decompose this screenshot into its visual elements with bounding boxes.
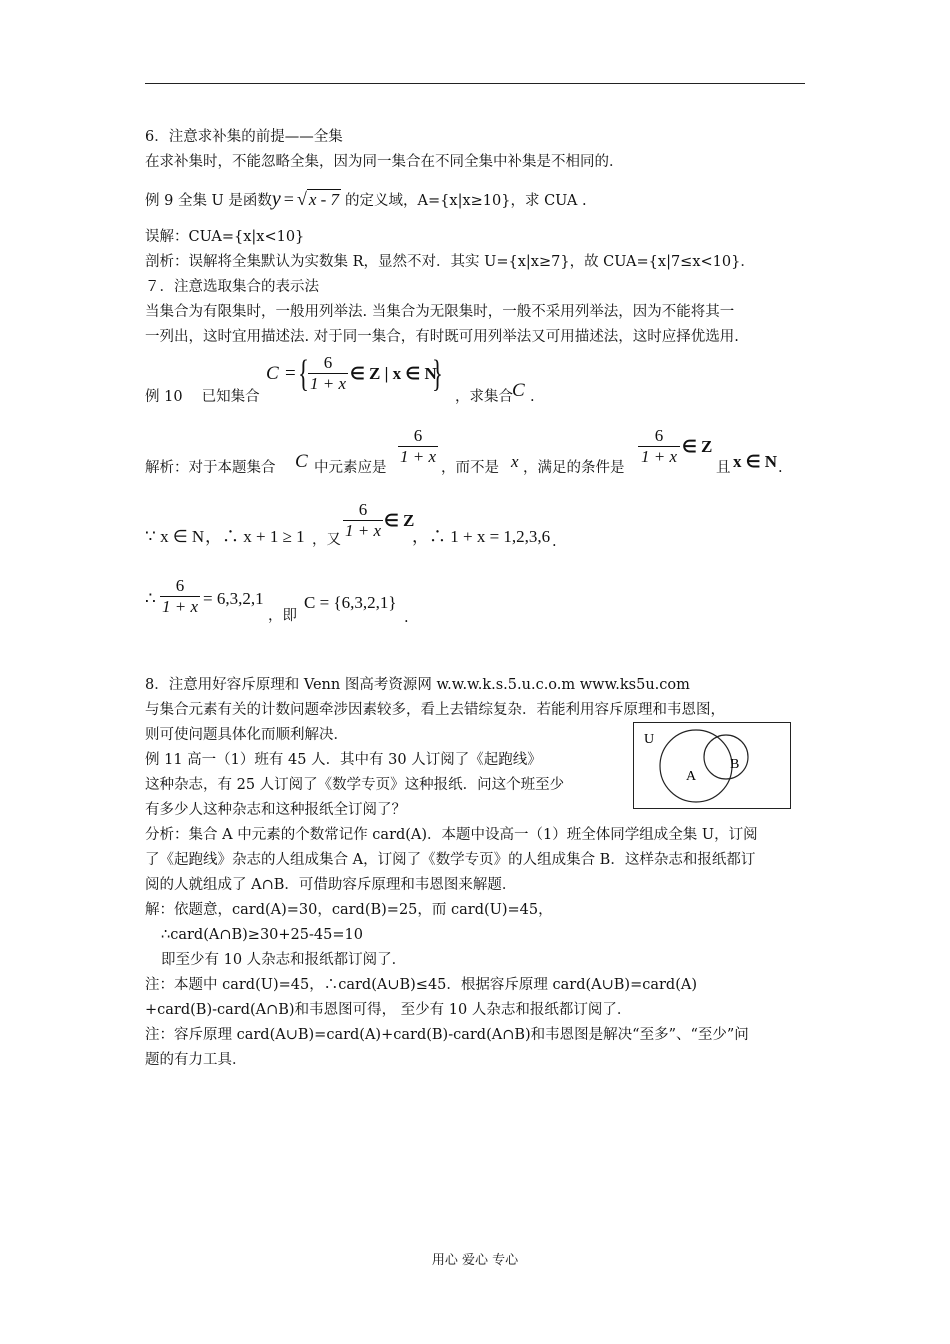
line3-values: = 6,3,2,1 — [203, 589, 264, 608]
section-7-title: ７．注意选取集合的表示法 — [145, 279, 319, 295]
example-10-pre: 例 10 已知集合 — [145, 389, 260, 405]
solution-C: C — [295, 451, 308, 472]
solution-x: x — [511, 452, 519, 471]
therefore-x-plus-1: ，∴ x + 1 ≥ 1 — [205, 527, 305, 546]
solution-11-line-2: ∴card(A∩B)≥30+25-45=10 — [161, 927, 363, 943]
line3-namely: ，即 — [268, 608, 297, 624]
sqrt-sign: √ — [296, 189, 307, 209]
venn-svg — [634, 723, 790, 808]
section-7-text-1: 当集合为有限集时，一般用列举法. 当集合为无限集时，一般不采用列举法，因为不能将其一 — [145, 304, 735, 320]
solution-fraction-2: 6 1 + x — [638, 426, 680, 467]
solution-11-line-3: 即至少有 10 人杂志和报纸都订阅了． — [161, 952, 407, 968]
analysis-line-3: 阅的人就组成了 A∩B．可借助容斥原理和韦恩图来解题． — [145, 877, 517, 893]
brace-right: } — [432, 353, 443, 395]
example-9-analysis: 剖析：误解将全集默认为实数集 R，显然不对．其实 U={x|x≥7}，故 CUA={x|7≤x<10}． — [145, 254, 755, 270]
section-8-text-1: 与集合元素有关的计数问题牵涉因素较多，看上去错综复杂．若能利用容斥原理和韦恩图， — [145, 702, 725, 718]
section-8-title: 8．注意用好容斥原理和 Venn 图高考资源网 w.w.w.k.s.5.u.c.o.m www.ks5u.com — [145, 677, 690, 693]
since-x-in-N: ∵ x ∈ N — [145, 527, 205, 546]
example-9-wrong: 误解：CUA={x|x<10} — [145, 229, 305, 245]
formula-radicand: x - 7 — [308, 190, 340, 209]
example-11-line-3: 有多少人这种杂志和这种报纸全订阅了？ — [145, 802, 406, 818]
analysis-line-2: 了《起跑线》杂志的人组成集合 A，订阅了《数学专页》的人组成集合 B．这样杂志和报纸都订 — [145, 852, 756, 868]
set-C: C — [266, 363, 279, 384]
venn-label-A: A — [686, 769, 697, 784]
example-9 — [145, 189, 587, 211]
note-line-4: 题的有力工具． — [145, 1052, 247, 1068]
line3-end: . — [404, 610, 409, 626]
set-eq: = — [285, 363, 296, 384]
therefore-3: ∴ — [145, 589, 156, 608]
also: ，又 — [312, 532, 341, 548]
example-9-pre: 例 9 全集 U 是函数 — [145, 193, 272, 209]
note-line-2: +card(B)-card(A∩B)和韦恩图可得， 至少有 10 人杂志和报纸都订阅了． — [145, 1002, 632, 1018]
example-11-line-2: 这种杂志，有 25 人订阅了《数学专页》这种报纸．问这个班至少 — [145, 777, 565, 793]
venn-label-B: B — [730, 757, 740, 772]
example-10-post: ，求集合 — [455, 389, 513, 405]
example-11-line-1: 例 11 高一（1）班有 45 人．其中有 30 人订阅了《起跑线》 — [145, 752, 542, 768]
solution-mid-2: ，而不是 — [441, 460, 499, 476]
solution-x-in-N: x ∈ N — [733, 452, 778, 471]
solution-11-line-1: 解：依题意，card(A)=30，card(B)=25，而 card(U)=45， — [145, 902, 553, 918]
example-10-end: . — [530, 389, 535, 405]
set-fraction-num: 6 — [323, 353, 333, 372]
solution-in-Z: ∈ Z — [682, 437, 713, 456]
venn-label-U: U — [644, 732, 655, 747]
line3-set: C = {6,3,2,1} — [304, 593, 397, 612]
line3-fraction: 6 1 + x — [161, 576, 199, 616]
note-line-1: 注：本题中 card(U)=45，∴card(A∪B)≤45．根据容斥原理 card(A∪B)=card(A) — [145, 977, 697, 993]
solution-mid-1: 中元素应是 — [314, 460, 387, 476]
section-6-text: 在求补集时，不能忽略全集，因为同一集合在不同全集中补集是不相同的． — [145, 154, 624, 170]
circle-A — [660, 730, 732, 802]
venn-diagram — [633, 722, 791, 809]
line2-result: ，∴ 1 + x = 1,2,3,6 — [412, 527, 551, 546]
section-8-text-2: 则可使问题具体化而顺利解决． — [145, 727, 348, 743]
line2-end: . — [552, 534, 557, 550]
set-fraction — [308, 353, 348, 394]
header-rule — [145, 83, 805, 84]
solution-end: . — [778, 460, 783, 476]
solution-fraction-1: 6 1 + x — [399, 426, 437, 466]
section-6-title: 6．注意求补集的前提——全集 — [145, 129, 343, 145]
solution-mid-3: ，满足的条件是 — [523, 460, 625, 476]
note-line-3: 注：容斥原理 card(A∪B)=card(A)+card(B)-card(A∩B)和韦恩图是解决“至多”、“至少”问 — [145, 1027, 749, 1043]
line2-in-Z: ∈ Z — [384, 511, 415, 530]
brace-left: { — [298, 353, 309, 395]
page-footer: 用心 爱心 专心 — [431, 1253, 519, 1268]
formula-eq: = — [283, 189, 294, 209]
example-9-post: 的定义域，A={x|x≥10}，求 CUA . — [345, 193, 587, 209]
set-condition: ∈ Z | x ∈ N — [350, 364, 437, 383]
set-C-2: C — [512, 380, 525, 401]
solution-and: 且 — [716, 460, 731, 476]
formula-y: y — [271, 188, 281, 210]
circle-B — [704, 735, 748, 779]
set-fraction-den: 1 + x — [309, 374, 347, 393]
solution-pre: 解析：对于本题集合 — [145, 460, 276, 476]
line2-fraction: 6 1 + x — [344, 500, 382, 540]
analysis-line-1: 分析：集合 A 中元素的个数常记作 card(A)．本题中设高一（1）班全体同学组成全集 U，订阅 — [145, 827, 758, 843]
section-7-text-2: 一列出，这时宜用描述法. 对于同一集合，有时既可用列举法又可用描述法，这时应择优选用. — [145, 329, 739, 345]
